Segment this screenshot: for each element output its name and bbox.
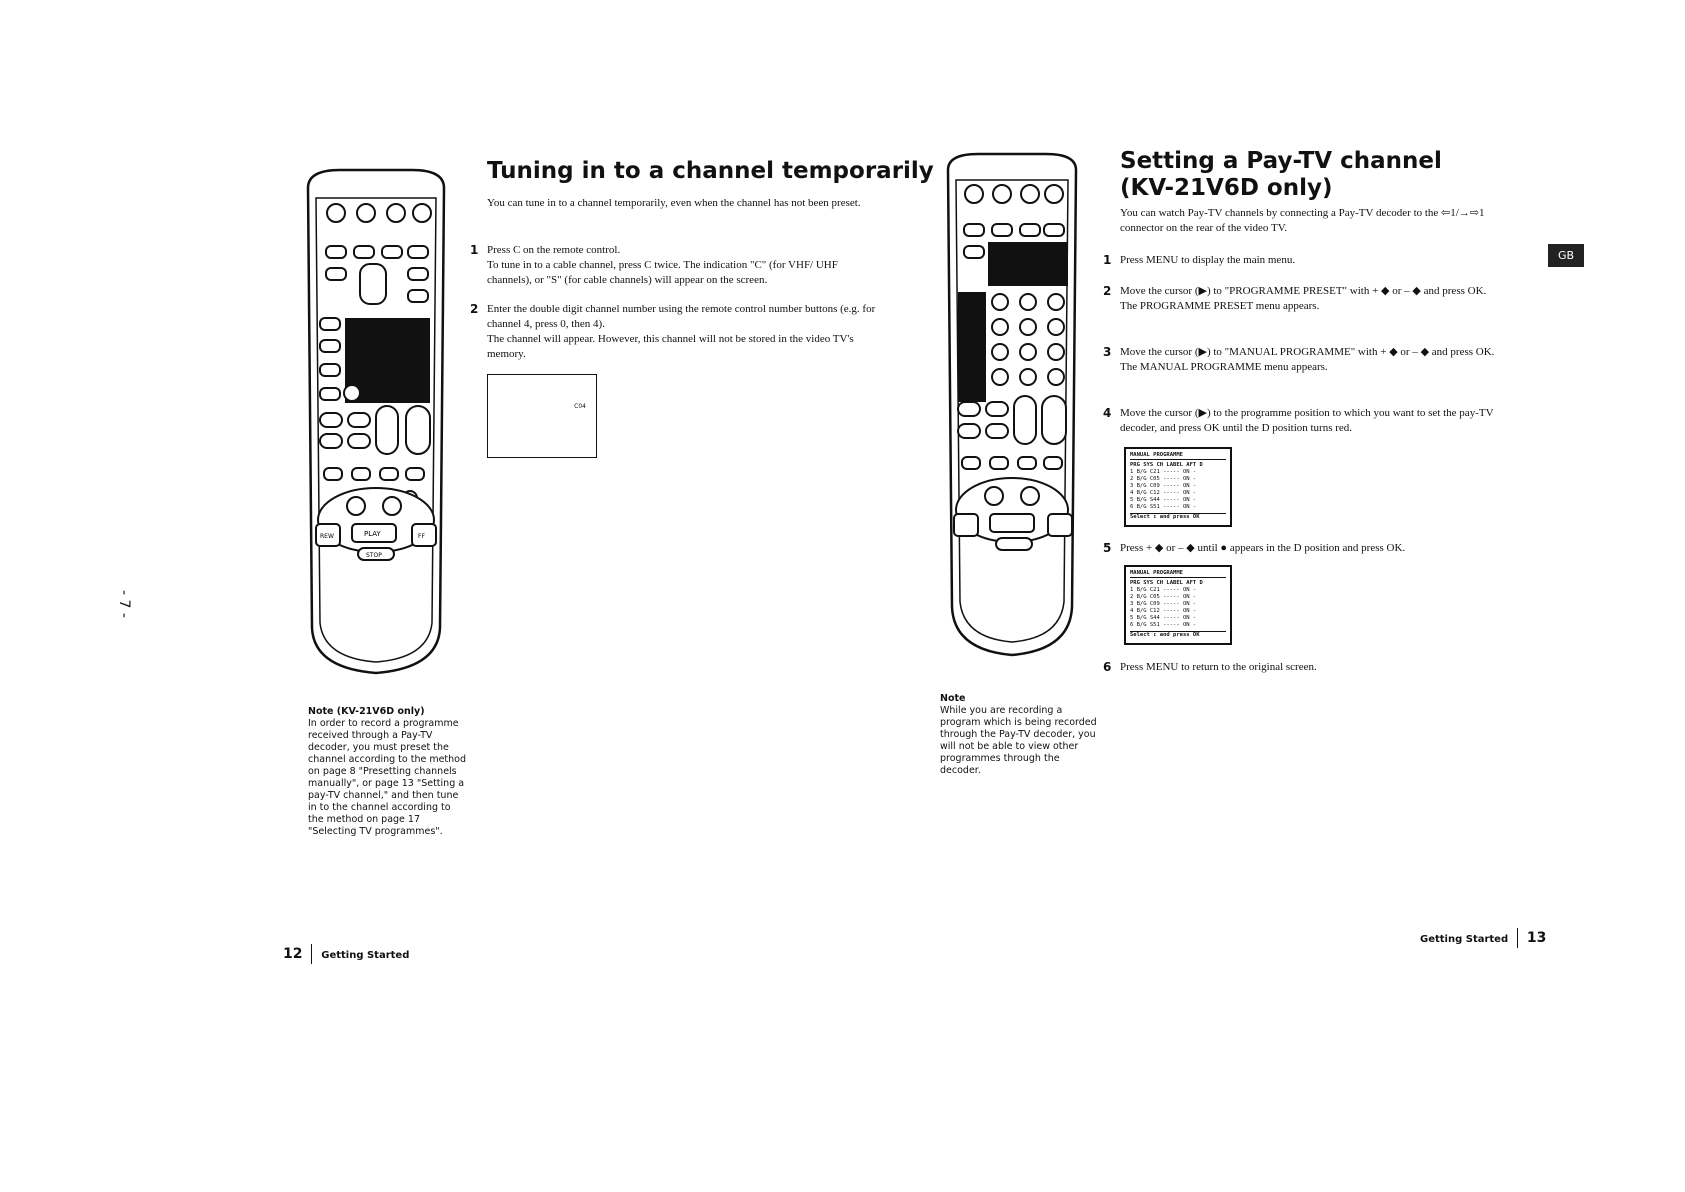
menu-title: MANUAL PROGRAMME (1130, 452, 1226, 460)
right-note (940, 693, 1102, 777)
note-body: While you are recording a program which is being recorded through the Pay-TV decoder, you will not be able to view other programmes through the decoder. (940, 705, 1097, 776)
step-text: Move the cursor (▶) to "MANUAL PROGRAMME" with + ◆ or – ◆ and press OK. (1120, 346, 1495, 358)
right-section-label: Getting Started (1420, 934, 1509, 945)
step-number: 3 (1103, 345, 1112, 359)
step-text: Enter the double digit channel number using the remote control number buttons (e.g. for channel 4, press 0, then 4). (487, 303, 876, 330)
menu-row: 6 B/G S51 ----- ON - (1130, 622, 1197, 628)
left-step-1 (470, 243, 877, 288)
left-page-number: 12 (283, 946, 303, 962)
step-text: Press MENU to display the main menu. (1120, 254, 1296, 266)
right-page-title: Setting a Pay-TV channel (KV-21V6D only) (1120, 148, 1442, 201)
step-number: 4 (1103, 406, 1112, 420)
remote-rew-label: REW (320, 533, 334, 540)
step-number: 2 (470, 302, 479, 316)
menu-row: 5 B/G S44 ----- ON - (1130, 615, 1197, 621)
step-detail: The channel will appear. However, this channel will not be stored in the video TV's memory. (487, 333, 854, 360)
step-number: 1 (470, 243, 479, 257)
remote-control-right (942, 152, 1082, 662)
step-text: Move the cursor (▶) to the programme position to which you want to set the pay-TV decoder, and press OK until the D position turns red. (1120, 407, 1494, 434)
note-heading: Note (KV-21V6D only) (308, 706, 425, 717)
menu-header: PRG SYS CH LABEL AFT D (1130, 580, 1203, 586)
note-body: In order to record a programme received through a Pay-TV decoder, you must preset the channel according to the method on page 8 "Presetting channels manually", or page 13 "Setting a pay-TV channel," and then tune in to the channel according to the method on page 17 "Selecting TV programmes". (308, 718, 467, 837)
step-text: Press C on the remote control. (487, 244, 621, 256)
right-step-1 (1103, 253, 1520, 268)
manual-programme-menu-1 (1124, 447, 1232, 527)
tv-screen-illustration (487, 374, 597, 458)
menu-title: MANUAL PROGRAMME (1130, 570, 1226, 578)
menu-row: 5 B/G S44 ----- ON - (1130, 497, 1197, 503)
manual-programme-menu-2 (1124, 565, 1232, 645)
right-step-5 (1103, 541, 1520, 556)
step-text: Move the cursor (▶) to "PROGRAMME PRESET" with + ◆ or – ◆ and press OK. (1120, 285, 1487, 297)
menu-footer: Select ↕ and press OK (1130, 513, 1226, 521)
menu-row: 4 B/G C12 ----- ON - (1130, 490, 1197, 496)
menu-header: PRG SYS CH LABEL AFT D (1130, 462, 1203, 468)
remote-control-left (300, 168, 452, 678)
right-step-4 (1103, 406, 1520, 436)
left-intro: You can tune in to a channel temporarily, even when the channel has not been preset. (487, 197, 861, 209)
menu-row: 1 B/G C21 ----- ON - (1130, 469, 1197, 475)
menu-row: 6 B/G S51 ----- ON - (1130, 504, 1197, 510)
left-step-2 (470, 302, 877, 362)
right-step-2 (1103, 284, 1520, 314)
menu-footer: Select ↕ and press OK (1130, 631, 1226, 639)
menu-row: 2 B/G C05 ----- ON - (1130, 594, 1197, 600)
menu-row: 2 B/G C05 ----- ON - (1130, 476, 1197, 482)
right-intro: You can watch Pay-TV channels by connecting a Pay-TV decoder to the ⇦1/→⇨1 connector on the rear of the video TV. (1120, 207, 1485, 234)
remote-play-label: PLAY (364, 530, 381, 538)
left-page-footer (283, 944, 409, 964)
note-heading: Note (940, 693, 966, 704)
step-number: 5 (1103, 541, 1112, 555)
left-note (308, 706, 468, 838)
step-number: 6 (1103, 660, 1112, 674)
right-page-number: 13 (1526, 930, 1547, 946)
menu-row: 4 B/G C12 ----- ON - (1130, 608, 1197, 614)
step-detail: The PROGRAMME PRESET menu appears. (1120, 300, 1320, 312)
step-number: 2 (1103, 284, 1112, 298)
menu-row: 1 B/G C21 ----- ON - (1130, 587, 1197, 593)
menu-row: 3 B/G C09 ----- ON - (1130, 601, 1197, 607)
step-detail: To tune in to a cable channel, press C twice. The indication "C" (for VHF/ UHF channels), or "S" (for cable channels) will appear on the screen. (487, 259, 838, 286)
step-detail: The MANUAL PROGRAMME menu appears. (1120, 361, 1328, 373)
right-step-3 (1103, 345, 1520, 375)
language-tab-gb: GB (1548, 244, 1584, 267)
left-page-title: Tuning in to a channel temporarily (487, 158, 934, 184)
right-step-6 (1103, 660, 1520, 675)
left-section-label: Getting Started (321, 950, 410, 961)
side-page-label: - 7 - (116, 590, 132, 618)
screen-channel-indication: C04 (574, 403, 586, 410)
right-page-footer (1420, 928, 1546, 948)
menu-row: 3 B/G C09 ----- ON - (1130, 483, 1197, 489)
step-text: Press MENU to return to the original screen. (1120, 661, 1317, 673)
step-number: 1 (1103, 253, 1112, 267)
remote-stop-label: STOP (366, 552, 382, 559)
step-text: Press + ◆ or – ◆ until ● appears in the D position and press OK. (1120, 542, 1406, 554)
remote-ff-label: FF (418, 533, 425, 540)
